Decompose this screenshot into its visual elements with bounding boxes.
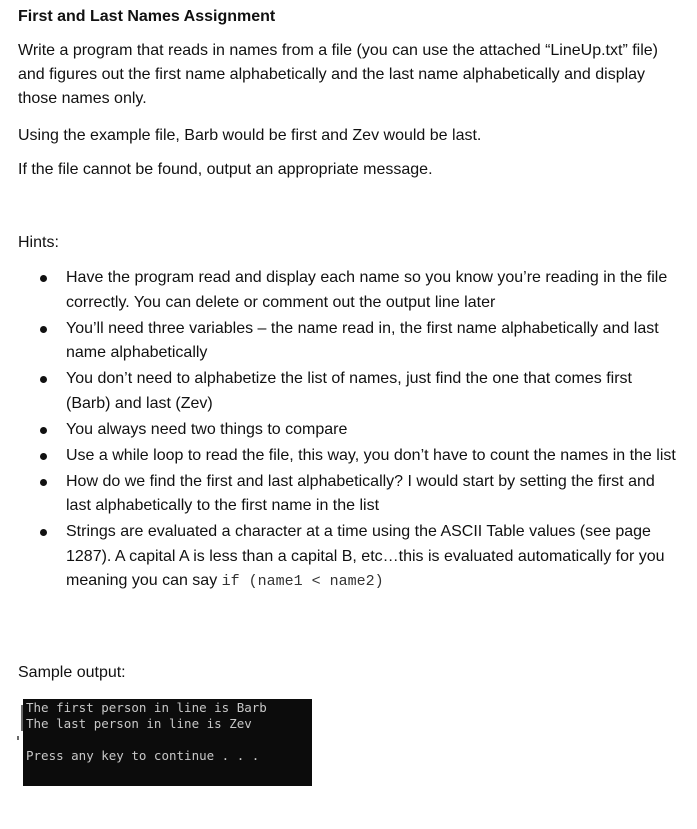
hint-item: [18, 418, 678, 443]
crop-edge-mark: [17, 736, 19, 740]
hint-text: Use a while loop to read the file, this way, you don’t have to count the names in the list: [66, 446, 676, 464]
hint-text: You’ll need three variables – the name read in, the first name alphabetically and last name alphabetically: [66, 319, 659, 361]
hint-item: [18, 317, 678, 366]
error-note: If the file cannot be found, output an appropriate message.: [18, 161, 433, 178]
hint-text: You don’t need to alphabetize the list of names, just find the one that comes first (Barb) and last (Zev): [66, 370, 632, 412]
hint-item: [18, 266, 678, 315]
bullet-icon: [40, 453, 47, 460]
hint-text: Strings are evaluated a character at a time using the ASCII Table values (see page 1287). A capital A is less than a capital B, etc…this is evaluated automatically for you meaning you can say: [66, 523, 665, 589]
console-line: The first person in line is Barb: [26, 700, 267, 715]
hint-item: [18, 367, 678, 416]
hints-list: [18, 266, 678, 596]
example-note: Using the example file, Barb would be first and Zev would be last.: [18, 127, 482, 144]
bullet-icon: [40, 275, 47, 282]
sample-output-label: Sample output:: [18, 664, 126, 681]
hint-item: [18, 470, 678, 519]
console-line: Press any key to continue . . .: [26, 748, 260, 763]
crop-edge-mark: [21, 705, 23, 731]
hint-text: How do we find the first and last alphabetically? I would start by setting the first and last alphabetically to the first name in the list: [66, 472, 655, 514]
bullet-icon: [40, 326, 47, 333]
hints-label: Hints:: [18, 234, 59, 251]
hint-item: [18, 444, 678, 469]
console-output: [23, 699, 312, 786]
hint-text: Have the program read and display each name so you know you’re reading in the file correctly. You can delete or comment out the output line later: [66, 269, 668, 311]
hint-text: You always need two things to compare: [66, 420, 348, 438]
bullet-icon: [40, 376, 47, 383]
assignment-description: Write a program that reads in names from a file (you can use the attached “LineUp.txt” file) and figures out the first name alphabetically and the last name alphabetically and display those names only.: [18, 42, 658, 107]
bullet-icon: [40, 529, 47, 536]
console-line: The last person in line is Zev: [26, 716, 252, 731]
code-snippet: if (name1 < name2): [221, 573, 384, 590]
assignment-title: First and Last Names Assignment: [18, 8, 276, 25]
hint-item: [18, 520, 678, 595]
bullet-icon: [40, 427, 47, 434]
bullet-icon: [40, 479, 47, 486]
